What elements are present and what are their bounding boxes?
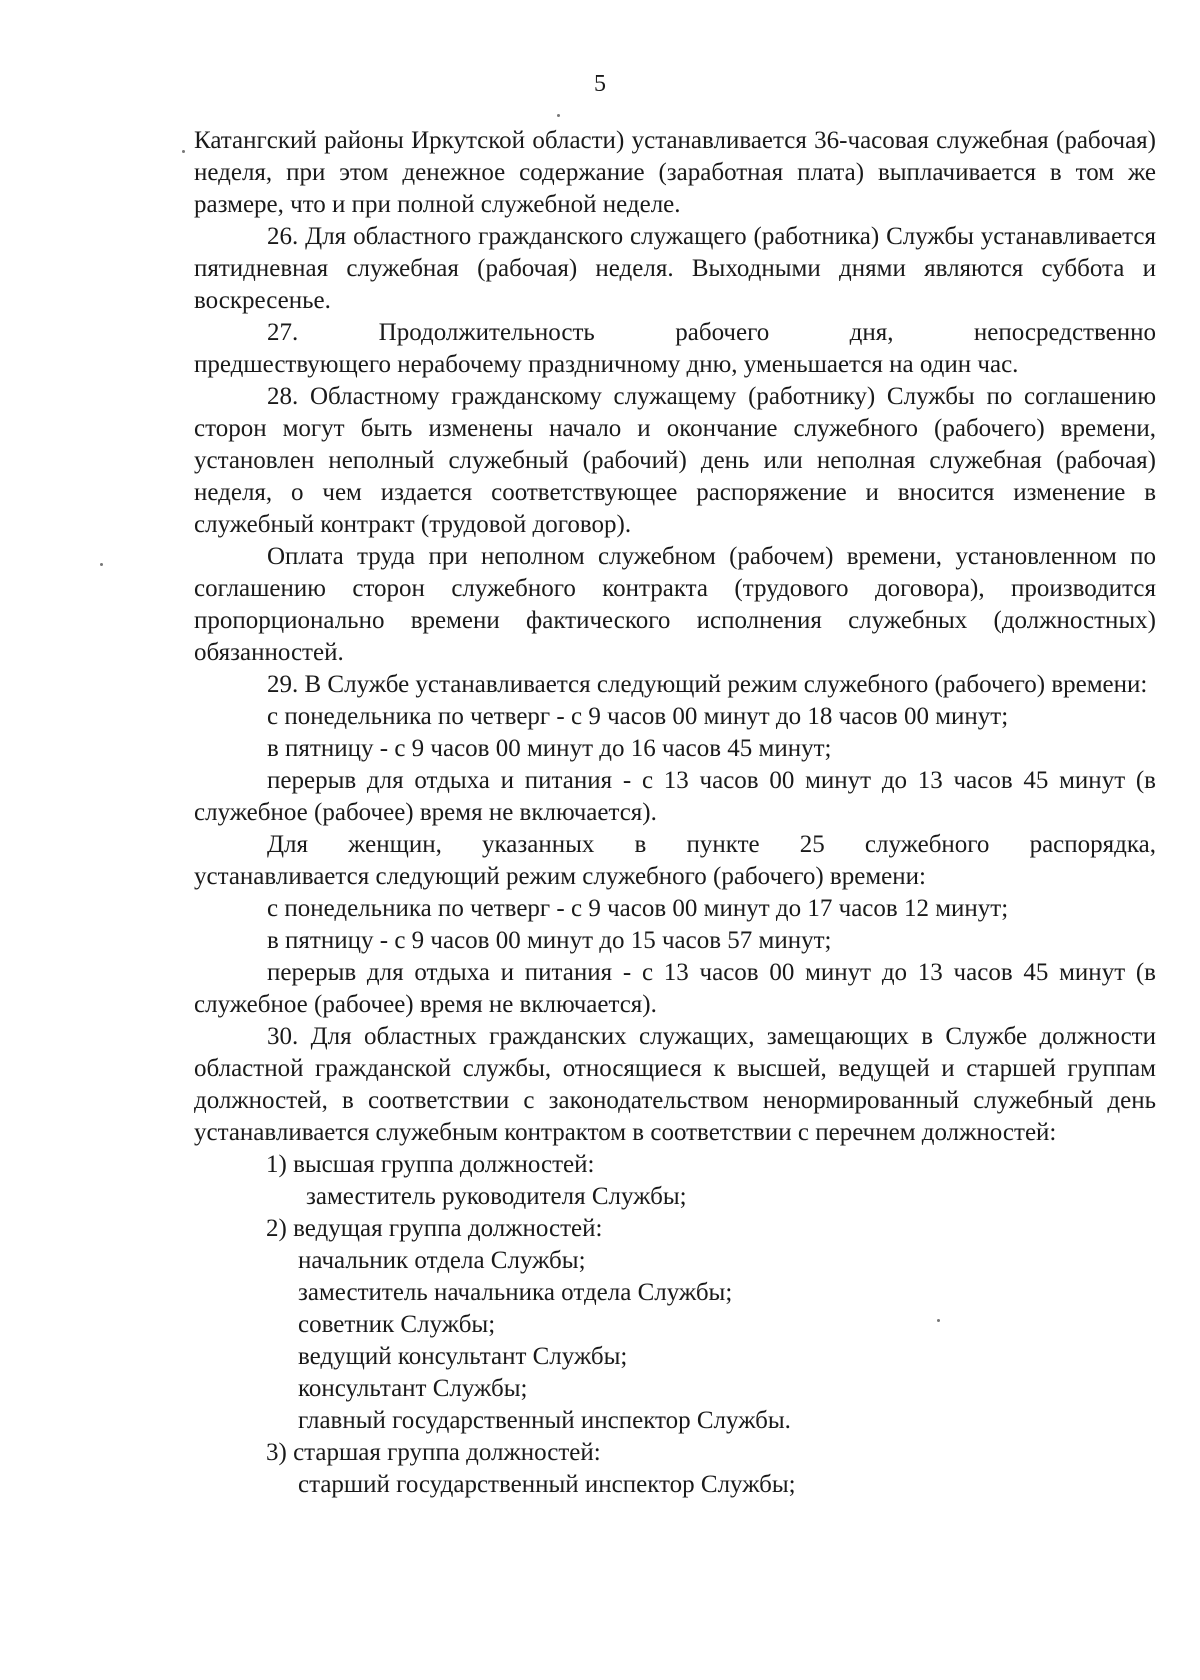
paragraph-28-payment: Оплата труда при неполном служебном (рабочем) времени, установленном по соглашению сторон служебного контракта (трудового договора), производится пропорционально времени фактического исполнения служебных (должностных) обязанностей. <box>194 543 1156 666</box>
women-schedule-line-2: устанавливается следующий режим служебного (рабочего) времени: <box>194 863 926 890</box>
women-schedule-line-1: Для женщин, указанных в пункте 25 служебного распорядка, <box>267 831 1156 858</box>
group-2-item: главный государственный инспектор Службы. <box>298 1407 791 1434</box>
group-3-title: 3) старшая группа должностей: <box>266 1439 601 1466</box>
group-3-item: старший государственный инспектор Службы; <box>298 1471 796 1498</box>
paragraph-27-line-1: 27. Продолжительность рабочего дня, непосредственно <box>267 319 1156 346</box>
group-1-item: заместитель руководителя Службы; <box>306 1183 687 1210</box>
group-2-item: заместитель начальника отдела Службы; <box>298 1279 733 1306</box>
paragraph-28: 28. Областному гражданскому служащему (работнику) Службы по соглашению сторон могут быть изменены начало и окончание служебного (рабочего) времени, установлен неполный служебный (рабочий) день или неполная служебная (рабочая) неделя, о чем издается соответствующее распоряжение и вносится изменение в служебный контракт (трудовой договор). <box>194 383 1156 538</box>
scan-speck <box>937 1319 940 1322</box>
paragraph-26: 26. Для областного гражданского служащего (работника) Службы устанавливается пятидневная служебная (рабочая) неделя. Выходными днями являются суббота и воскресенье. <box>194 223 1156 314</box>
paragraph-25-continuation: Катангский районы Иркутской области) устанавливается 36-часовая служебная (рабочая) неделя, при этом денежное содержание (заработная плата) выплачивается в том же размере, что и при полной служебной неделе. <box>194 127 1156 218</box>
scan-speck <box>557 114 560 117</box>
scan-speck <box>100 563 103 566</box>
group-2-item: ведущий консультант Службы; <box>298 1343 628 1370</box>
women-schedule-break: перерыв для отдыха и питания - с 13 часов 00 минут до 13 часов 45 минут (в служебное (рабочее) время не включается). <box>194 959 1156 1018</box>
paragraph-27-line-2: предшествующего нерабочему праздничному дню, уменьшается на один час. <box>194 351 1019 378</box>
group-2-item: начальник отдела Службы; <box>298 1247 586 1274</box>
group-2-title: 2) ведущая группа должностей: <box>266 1215 603 1242</box>
scan-speck <box>182 150 185 153</box>
women-schedule-friday: в пятницу - с 9 часов 00 минут до 15 часов 57 минут; <box>267 927 832 954</box>
group-2-item: советник Службы; <box>298 1311 496 1338</box>
paragraph-29: 29. В Службе устанавливается следующий режим служебного (рабочего) времени: <box>267 671 1148 698</box>
schedule-friday: в пятницу - с 9 часов 00 минут до 16 часов 45 минут; <box>267 735 832 762</box>
women-schedule-mon-thu: с понедельника по четверг - с 9 часов 00 минут до 17 часов 12 минут; <box>267 895 1009 922</box>
page-number: 5 <box>594 71 606 97</box>
schedule-mon-thu: с понедельника по четверг - с 9 часов 00 минут до 18 часов 00 минут; <box>267 703 1009 730</box>
group-2-item: консультант Службы; <box>298 1375 528 1402</box>
document-body <box>194 125 1156 1501</box>
group-1-title: 1) высшая группа должностей: <box>266 1151 595 1178</box>
schedule-break: перерыв для отдыха и питания - с 13 часов 00 минут до 13 часов 45 минут (в служебное (рабочее) время не включается). <box>194 767 1156 826</box>
paragraph-30: 30. Для областных гражданских служащих, замещающих в Службе должности областной гражданской службы, относящиеся к высшей, ведущей и старшей группам должностей, в соответствии с законодательством ненормированный служебный день устанавливается служебным контрактом в соответствии с перечнем должностей: <box>194 1023 1156 1146</box>
